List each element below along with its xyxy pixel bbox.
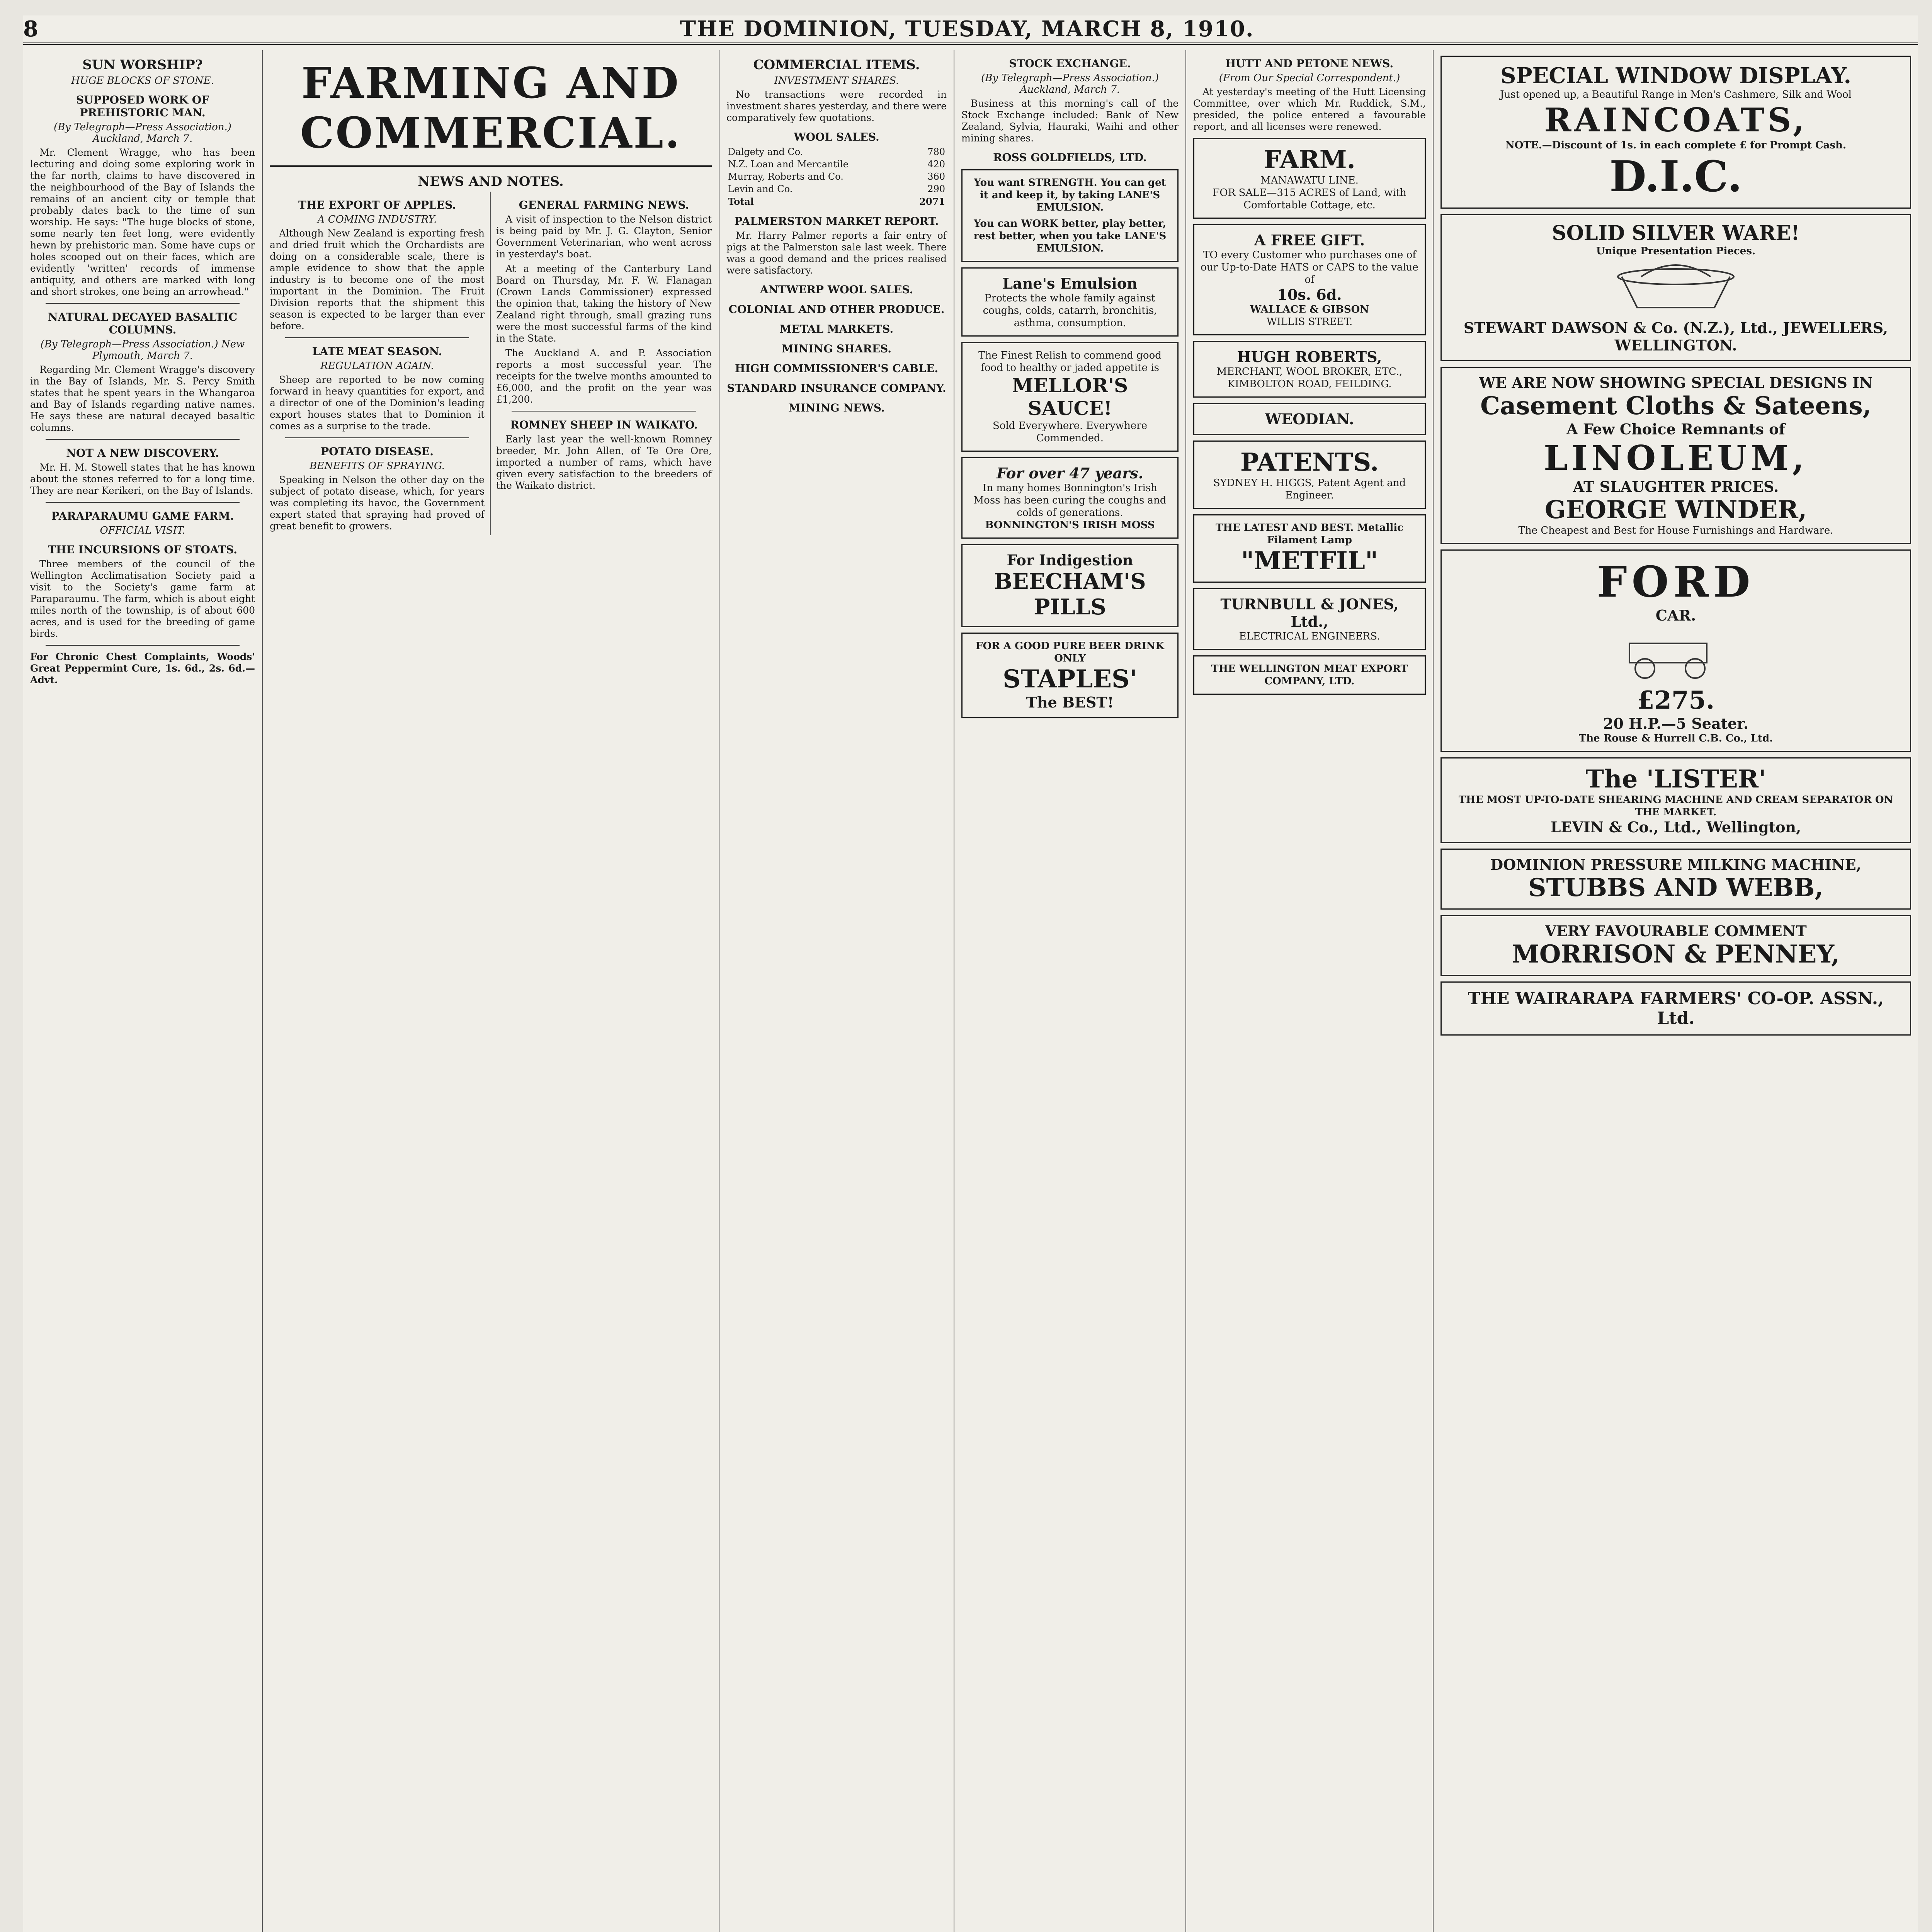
subhead: HUGE BLOCKS OF STONE. [71, 75, 214, 87]
subhead: BENEFITS OF SPRAYING. [309, 460, 445, 472]
divider [512, 411, 696, 412]
dateline: (By Telegraph—Press Association.) Auckland, March 7. [981, 72, 1159, 95]
headline-antwerp: ANTWERP WOOL SALES. [760, 283, 913, 296]
advert-george-winder: WE ARE NOW SHOWING SPECIAL DESIGNS IN Casement Cloths & Sateens, A Few Choice Remnants of LINOLEUM, AT SLAUGHTER PRICES. GEORGE WINDER, The Cheapest and Best for House Furnishings and Hardware. [1440, 367, 1911, 544]
headline-commercial: COMMERCIAL ITEMS. [753, 57, 920, 73]
car-icon [1448, 624, 1904, 686]
section-subtitle: NEWS AND NOTES. [418, 174, 564, 189]
advert-lister: The 'LISTER' THE MOST UP-TO-DATE SHEARING MACHINE AND CREAM SEPARATOR ON THE MARKET. LEVIN & Co., Ltd., Wellington, [1440, 757, 1911, 843]
advert-morrison-penney: VERY FAVOURABLE COMMENT MORRISON & PENNEY, [1440, 915, 1911, 976]
advert-mellors-sauce: The Finest Relish to commend good food to healthy or jaded appetite is MELLOR'S SAUCE! Sold Everywhere. Everywhere Commended. [961, 342, 1179, 452]
advert-staples-beer: FOR A GOOD PURE BEER DRINK ONLY STAPLES' The BEST! [961, 633, 1179, 718]
masthead [23, 15, 1918, 45]
advert-wairarapa-farmers: THE WAIRARAPA FARMERS' CO-OP. ASSN., Ltd. [1440, 981, 1911, 1036]
dateline: (By Telegraph—Press Association.) New Plymouth, March 7. [40, 338, 245, 362]
page-number: 8 [23, 16, 39, 42]
article-body: Business at this morning's call of the Stock Exchange included: Bank of New Zealand, Sylvia, Hauraki, Waihi and other mining shares. [961, 98, 1179, 144]
article-body: Mr. H. M. Stowell states that he has known about the stones referred to for a long time. They are near Kerikeri, on the Bay of Islands. [30, 462, 255, 496]
deck: SUPPOSED WORK OF PREHISTORIC MAN. [76, 94, 209, 119]
headline-metal: METAL MARKETS. [779, 323, 894, 335]
advert-ford-car: FORD CAR. £275. 20 H.P.—5 Seater. The Rouse & Hurrell C.B. Co., Ltd. [1440, 549, 1911, 752]
headline-produce: COLONIAL AND OTHER PRODUCE. [728, 303, 945, 316]
advert-turnbull-jones: TURNBULL & JONES, Ltd., ELECTRICAL ENGINEERS. [1193, 588, 1426, 650]
deck: THE INCURSIONS OF STOATS. [48, 543, 237, 556]
advert-hugh-roberts: HUGH ROBERTS, MERCHANT, WOOL BROKER, ETC., KIMBOLTON ROAD, FEILDING. [1193, 341, 1426, 398]
column-2 [270, 192, 491, 535]
headline-potato: POTATO DISEASE. [321, 445, 434, 458]
divider [46, 645, 240, 646]
headline-stock-exchange: STOCK EXCHANGE. [1009, 57, 1131, 70]
advert-line: For Chronic Chest Complaints, Woods' Great Peppermint Cure, 1s. 6d., 2s. 6d.—Advt. [30, 651, 255, 685]
wool-table [726, 146, 947, 208]
article-body: Although New Zealand is exporting fresh and dried fruit which the Orchardists are doing on a considerable scale, there is ample evidence to show that the apple industry is to become one of the most important in the Dominion. The Fruit Division reports that the shipment this season is expected to be larger than ever before. [270, 228, 485, 332]
divider [46, 502, 240, 503]
advert-beechams: For Indigestion BEECHAM'S PILLS [961, 544, 1179, 627]
headline-ross: ROSS GOLDFIELDS, LTD. [993, 151, 1147, 164]
farming-section [263, 50, 719, 1932]
article-body: Mr. Clement Wragge, who has been lecturing and doing some exploring work in the far north, claims to have discovered in the neighbourhood of the Bay of Islands the remains of an ancient city or temple that probably dates back to the time of sun worship. He says: "The huge blocks of stone, some nearly ten feet long, were evidently hewn by prehistoric man. Some have cups or holes scooped out on their faces, which are evidently 'written' records of immense antiquity, and others are marked with long and short strokes, one being an arrowhead." [30, 147, 255, 297]
headline-insurance: STANDARD INSURANCE COMPANY. [727, 382, 946, 395]
column-5 [954, 50, 1186, 1932]
advert-patents: PATENTS. SYDNEY H. HIGGS, Patent Agent and Engineer. [1193, 440, 1426, 509]
column-1 [23, 50, 263, 1932]
table-row: Murray, Roberts and Co. 360 [728, 171, 945, 182]
headline-mining-shares: MINING SHARES. [781, 342, 892, 355]
article-body: Mr. Harry Palmer reports a fair entry of pigs at the Palmerston sale last week. There was a good demand and the prices realised were satisfactory. [726, 230, 947, 276]
advert-milking-machine: DOMINION PRESSURE MILKING MACHINE, STUBBS AND WEBB, [1440, 849, 1911, 910]
headline-sun-worship: SUN WORSHIP? [82, 57, 203, 73]
advert-free-gift: A FREE GIFT. TO every Customer who purchases one of our Up-to-Date HATS or CAPS to the value of 10s. 6d. WALLACE & GIBSON WILLIS STREET. [1193, 224, 1426, 335]
article-body: At yesterday's meeting of the Hutt Licensing Committee, over which Mr. Ruddick, S.M., presided, the police entered a favourable report, and all licenses were renewed. [1193, 86, 1426, 132]
headline-mining-news: MINING NEWS. [788, 401, 885, 414]
headline-general-farming: GENERAL FARMING NEWS. [519, 199, 689, 211]
headline-high-commissioner: HIGH COMMISSIONER'S CABLE. [735, 362, 938, 375]
advert-metfil: THE LATEST AND BEST. Metallic Filament Lamp "METFIL" [1193, 514, 1426, 583]
table-row: Dalgety and Co. 780 [728, 146, 945, 157]
headline-meat: LATE MEAT SEASON. [312, 345, 442, 358]
headline-hutt: HUTT AND PETONE NEWS. [1225, 57, 1394, 70]
article-body: No transactions were recorded in investment shares yesterday, and there were comparatively few quotations. [726, 89, 947, 123]
headline-discovery: NOT A NEW DISCOVERY. [66, 447, 219, 459]
divider [285, 437, 469, 438]
dateline: (From Our Special Correspondent.) [1219, 72, 1400, 84]
section-banner: FARMING AND COMMERCIAL. [270, 50, 712, 167]
advert-lanes-strength: You want STRENGTH. You can get it and keep it, by taking LANE'S EMULSION. You can WORK better, play better, rest better, when you take LANE'S EMULSION. [961, 169, 1179, 262]
headline-palmerston: PALMERSTON MARKET REPORT. [734, 215, 939, 228]
subhead: A COMING INDUSTRY. [317, 214, 437, 225]
advert-meat-export: THE WELLINGTON MEAT EXPORT COMPANY, LTD. [1193, 655, 1426, 695]
divider [46, 439, 240, 440]
headline-romney: ROMNEY SHEEP IN WAIKATO. [510, 418, 698, 431]
table-row: Levin and Co. 290 [728, 184, 945, 194]
column-4 [719, 50, 954, 1932]
dateline: (By Telegraph—Press Association.) Auckland, March 7. [54, 121, 231, 145]
divider [285, 337, 469, 338]
newspaper-page [23, 15, 1918, 1932]
headline-wool: WOOL SALES. [794, 131, 879, 143]
article-body: Sheep are reported to be now coming forward in heavy quantities for export, and a director of one of the Dominion's leading export houses states that to Dominion it comes as a surprise to the trade. [270, 374, 485, 432]
column-7 [1434, 50, 1918, 1932]
article-body: Regarding Mr. Clement Wragge's discovery in the Bay of Islands, Mr. S. Percy Smith states that he spent years in the Whangaroa and Bay of Islands regarding native names. He says these are natural decayed basaltic columns. [30, 364, 255, 433]
divider [46, 303, 240, 304]
advert-dic-window: SPECIAL WINDOW DISPLAY. Just opened up, a Beautiful Range in Men's Cashmere, Silk and Wool RAINCOATS, NOTE.—Discount of 1s. in each complete £ for Prompt Cash. D.I.C. [1440, 56, 1911, 209]
advert-weodian: WEODIAN. [1193, 403, 1426, 435]
article-body: A visit of inspection to the Nelson district is being paid by Mr. J. G. Clayton, Senior Government Veterinarian, who went across in yesterday's boat. At a meeting of the Canterbury Land Board on Thursday, Mr. F. W. Flanagan (Crown Lands Commissioner) expressed the opinion that, taking the history of New Zealand right through, small grazing runs were the most successful farms of the kind in the State. The Auckland A. and P. Association reports a most successful year. The receipts for the twelve months amounted to £6,000, and the profit on the year was £1,200. [496, 214, 712, 405]
article-body: Speaking in Nelson the other day on the subject of potato disease, which, for years was completing its havoc, the Government expert stated that spraying had proved of great benefit to growers. [270, 474, 485, 532]
table-row: Total 2071 [728, 196, 945, 207]
headline-apples: THE EXPORT OF APPLES. [298, 199, 456, 211]
headline-basaltic: NATURAL DECAYED BASALTIC COLUMNS. [48, 311, 238, 336]
advert-irish-moss: For over 47 years. In many homes Bonnington's Irish Moss has been curing the coughs and colds of generations. BONNINGTON'S IRISH MOSS [961, 457, 1179, 539]
advert-lanes-emulsion: Lane's Emulsion Protects the whole family against coughs, colds, catarrh, bronchitis, asthma, consumption. [961, 267, 1179, 337]
column-3 [491, 192, 712, 535]
subhead: OFFICIAL VISIT. [100, 525, 185, 536]
subhead: INVESTMENT SHARES. [774, 75, 899, 87]
article-body: Early last year the well-known Romney breeder, Mr. John Allen, of Te Ore Ore, imported a number of rams, which have given every satisfaction to the breeders of the Waikato district. [496, 434, 712, 491]
column-6 [1186, 50, 1434, 1932]
advert-silver-ware: SOLID SILVER WARE! Unique Presentation Pieces. STEWART DAWSON & Co. (N.Z.), Ltd., JEWELLERS, WELLINGTON. [1440, 214, 1911, 361]
headline-game-farm: PARAPARAUMU GAME FARM. [51, 510, 234, 522]
silver-basket-icon [1448, 257, 1904, 319]
subhead: REGULATION AGAIN. [320, 360, 434, 372]
table-row: N.Z. Loan and Mercantile 420 [728, 159, 945, 170]
article-body: Three members of the council of the Wellington Acclimatisation Society paid a visit to the Society's game farm at Paraparaumu. The farm, which is about eight miles north of the township, is of about 600 acres, and is used for the breeding of game birds. [30, 558, 255, 639]
masthead-title: THE DOMINION, TUESDAY, MARCH 8, 1910. [680, 16, 1254, 42]
advert-farm: FARM. MANAWATU LINE. FOR SALE—315 ACRES of Land, with Comfortable Cottage, etc. [1193, 138, 1426, 219]
